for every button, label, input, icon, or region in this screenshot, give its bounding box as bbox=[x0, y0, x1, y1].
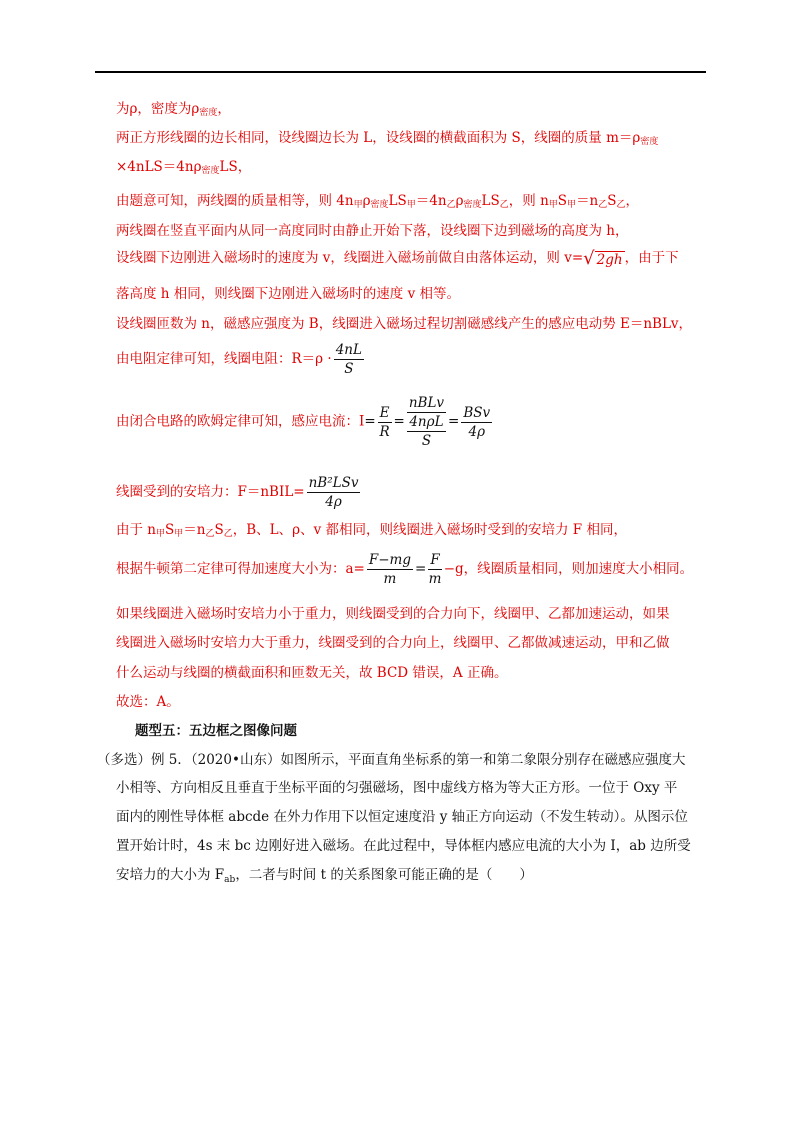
line-6: 设线圈下边刚进入磁场时的速度为 v，线圈进入磁场前做自由落体运动，则 v= √ 2gh ，由于下 bbox=[116, 247, 679, 269]
fraction-accel-1: $\frac{F-mg}{m}$ bbox=[368, 552, 411, 587]
section-heading: 题型五：五边框之图像问题 bbox=[135, 723, 297, 739]
fraction-current-result: $\frac{\text{BSv}}{4\rho}$ bbox=[463, 404, 491, 440]
question-line-3: 面内的刚性导体框 abcde 在外力作用下以恒定速度沿 y 轴正方向运动（不发生转动）。从图示位 bbox=[116, 809, 688, 825]
fraction-ampere-force: $\frac{\text{nB²LSv}}{4\rho}$ bbox=[308, 475, 359, 510]
line-9: 由电阻定律可知，线圈电阻：R＝ρ · $\frac{4nL}{S}$ bbox=[116, 342, 362, 377]
fraction-e-over-r: $\frac{E}{R}$ bbox=[379, 404, 390, 440]
fraction-current-nested: $\frac{\text{nBLv}}{\frac{\text{4nρL}}{S}}$ bbox=[408, 395, 445, 449]
question-line-4: 置开始计时，4s 末 bc 边刚好进入磁场。在此过程中，导体框内感应电流的大小为 I，ab 边所受 bbox=[116, 838, 691, 854]
line-4: 由题意可知，两线圈的质量相等，则 $4n_甲\rho_{密度}LS_甲=4n_乙\rho_{密度}LS_乙$，则 $n_甲S_甲=n_乙S_乙$， bbox=[116, 193, 640, 210]
line-16: 什么运动与线圈的横截面积和匝数无关，故 BCD 错误，A 正确。 bbox=[116, 665, 508, 681]
line-2: 两正方形线圈的边长相同，设线圈边长为 L，设线圈的横截面积为 S，线圈的质量 $m=\rho_{密度}$ bbox=[116, 130, 659, 147]
question-line-1: （多选）例 5．（2020•山东）如图所示，平面直角坐标系的第一和第二象限分别存在磁感应强度大 bbox=[97, 752, 686, 768]
line-17: 故选：A。 bbox=[116, 694, 180, 710]
line-7: 落高度 h 相同，则线圈下边刚进入磁场时的速度 v 相等。 bbox=[116, 286, 460, 302]
line-12: 由于 $n_甲S_甲=n_乙S_乙$，B、L、ρ、v 都相同，则线圈进入磁场时受到的安培力 F 相同， bbox=[116, 522, 627, 539]
fraction-accel-2: $\frac{F}{m}$ bbox=[428, 552, 442, 587]
question-line-2: 小相等、方向相反且垂直于坐标平面的匀强磁场，图中虚线方格为等大正方形。一位于 Oxy 平 bbox=[116, 780, 678, 796]
header-rule bbox=[95, 71, 706, 73]
line-15: 线圈进入磁场时安培力大于重力，线圈受到的合力向上，线圈甲、乙都做减速运动，甲和乙做 bbox=[116, 635, 670, 651]
line-3: $\times 4nLS=4n\rho_{密度}LS$， bbox=[116, 159, 252, 176]
question-line-5: 安培力的大小为 $F_{ab}$，二者与时间 t 的关系图象可能正确的是（ ） bbox=[116, 867, 533, 885]
line-10: 由闭合电路的欧姆定律可知，感应电流：I= $\frac{E}{R}$ = $\frac{\text{nBLv}}{\frac{\text{4nρL}}{S}}$ = $\frac{\text{BSv}}{4\rho}$ bbox=[116, 395, 491, 449]
line-14: 如果线圈进入磁场时安培力小于重力，则线圈受到的合力向下，线圈甲、乙都加速运动，如果 bbox=[116, 606, 670, 622]
line-13: 根据牛顿第二定律可得加速度大小为：a= $\frac{F-mg}{m}$ = $\frac{F}{m}$ −g，线圈质量相同，则加速度大小相同。 bbox=[116, 552, 694, 587]
sqrt-expression: √ 2gh bbox=[583, 247, 623, 269]
fraction-resistance: $\frac{4nL}{S}$ bbox=[335, 342, 362, 377]
line-1: 为ρ，密度为$\rho_{密度}$， bbox=[116, 101, 231, 118]
line-11: 线圈受到的安培力：F＝nBIL= $\frac{\text{nB²LSv}}{4\rho}$ bbox=[116, 475, 359, 510]
line-8: 设线圈匝数为 n，磁感应强度为 B，线圈进入磁场过程切割磁感线产生的感应电动势 E＝nBLv， bbox=[116, 316, 693, 332]
line-5: 两线圈在竖直平面内从同一高度同时由静止开始下落，设线圈下边到磁场的高度为 h， bbox=[116, 223, 629, 239]
